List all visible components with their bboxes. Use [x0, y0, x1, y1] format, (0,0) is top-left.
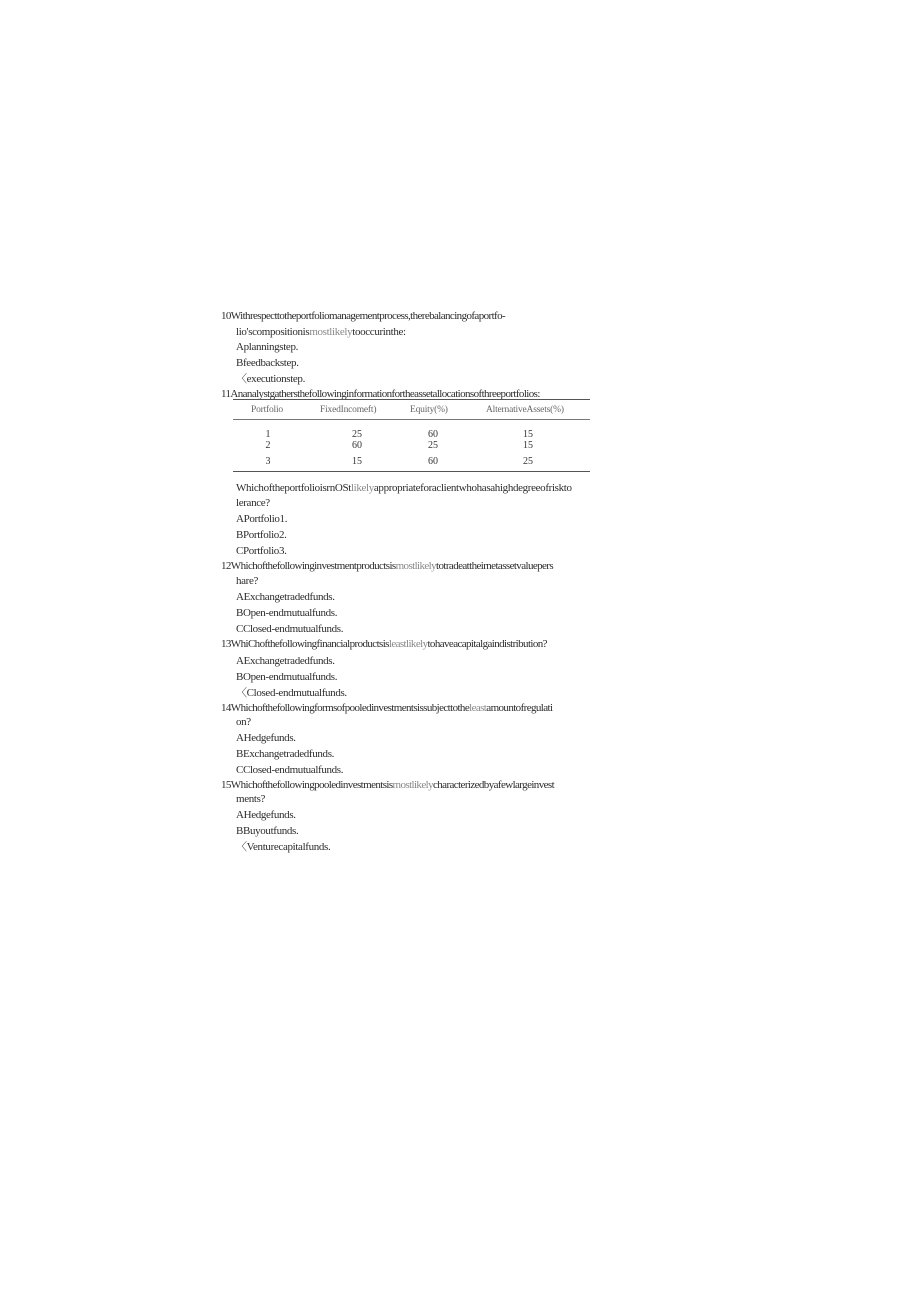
q14-stem-line2: on?	[236, 716, 251, 728]
table-cell: 3	[265, 456, 271, 467]
table-header-rule	[233, 419, 590, 420]
q12-stem-line2: hare?	[236, 575, 259, 587]
table-header-portfolio: Portfolio	[251, 405, 283, 415]
q15-stem-text: characterizedbyafewlargeinvest	[432, 779, 555, 791]
table-cell: 15	[523, 440, 533, 451]
q13-stem	[221, 638, 547, 651]
q14-emphasis: least	[469, 702, 487, 714]
q13-stem-text: 13WhiChofthefollowingfinancialproductsis	[221, 638, 389, 650]
table-cell: 2	[265, 440, 271, 451]
table-cell: 25	[428, 440, 438, 451]
q10-emphasis: mostlikely	[309, 326, 353, 338]
table-cell: 60	[428, 456, 438, 467]
q11-question-text: WhichoftheportfolioisrnOSt	[236, 482, 351, 494]
q15-option-b: BBuyoutfunds.	[236, 825, 299, 837]
q13-option-c: 〈Closed-endmutualfunds.	[236, 687, 347, 699]
q11-question-text: appropriateforaclientwhohasahighdegreeofriskto	[373, 482, 572, 494]
q13-stem-text: tohaveacapitalgaindistribution?	[427, 638, 547, 650]
q12-option-c: CClosed-endmutualfunds.	[236, 623, 344, 635]
q12-option-b: BOpen-endmutualfunds.	[236, 607, 338, 619]
q12-stem-line1	[221, 560, 553, 573]
table-cell: 60	[428, 429, 438, 440]
q12-stem-text: totradeattheirnetassetvaluepers	[436, 560, 554, 572]
q13-option-b: BOpen-endmutualfunds.	[236, 671, 338, 683]
q14-stem-line1	[221, 702, 552, 715]
q10-option-b: Bfeedbackstep.	[236, 357, 299, 369]
q15-option-c: 〈Venturecapitalfunds.	[236, 841, 331, 853]
table-cell: 15	[352, 456, 362, 467]
q14-option-a: AHedgefunds.	[236, 732, 296, 744]
q14-option-c: CClosed-endmutualfunds.	[236, 764, 344, 776]
q14-option-b: BExchangetradedfunds.	[236, 748, 335, 760]
table-header-equity: Equity(%)	[410, 405, 448, 415]
q13-emphasis: leastlikely	[388, 638, 428, 650]
q12-stem-text: 12Whichofthefollowinginvestmentproductsis	[221, 560, 396, 572]
q14-stem-text: amountofregulati	[486, 702, 553, 714]
q13-option-a: AExchangetradedfunds.	[236, 655, 335, 667]
q15-stem-text: 15Whichofthefollowingpooledinvestmentsis	[221, 779, 393, 791]
table-header-alternative: AlternativeAssets(%)	[486, 405, 564, 415]
q11-emphasis: likely	[350, 482, 374, 494]
q11-question-line1	[236, 482, 572, 495]
q12-option-a: AExchangetradedfunds.	[236, 591, 335, 603]
q11-question-line2: lerance?	[236, 497, 270, 509]
q10-stem-line1: 10Withrespecttotheportfoliomanagementprocess,therebalancingofaportfo-	[221, 310, 506, 322]
q15-option-a: AHedgefunds.	[236, 809, 296, 821]
q15-stem-line2: ments?	[236, 793, 266, 805]
table-cell: 15	[523, 429, 533, 440]
q11-option-b: BPortfolio2.	[236, 529, 287, 541]
q10-option-a: Aplanningstep.	[236, 341, 299, 353]
table-cell: 25	[352, 429, 362, 440]
q15-emphasis: mostlikely	[392, 779, 433, 791]
q12-emphasis: mostlikely	[395, 560, 437, 572]
q15-stem-line1	[221, 779, 554, 792]
table-header-fixed-income: FixedIncomeft)	[320, 405, 377, 415]
q11-option-c: CPortfolio3.	[236, 545, 287, 557]
q10-stem-text: lio'scompositionis	[236, 326, 310, 338]
q14-stem-text: 14Whichofthefollowingformsofpooledinvestmentsissubjecttothe	[221, 702, 470, 714]
q11-stem: 11Ananalystgathersthefollowinginformationfortheassetallocationsofthreeportfolios:	[221, 388, 540, 400]
q10-stem-line2	[236, 326, 406, 339]
table-cell: 60	[352, 440, 362, 451]
q10-stem-text: tooccurinthe:	[352, 326, 406, 338]
q11-option-a: APortfolio1.	[236, 513, 288, 525]
table-bottom-rule	[233, 471, 590, 472]
table-cell: 25	[523, 456, 533, 467]
table-top-rule	[233, 399, 590, 400]
table-cell: 1	[265, 429, 271, 440]
q10-option-c: 〈executionstep.	[236, 373, 305, 385]
